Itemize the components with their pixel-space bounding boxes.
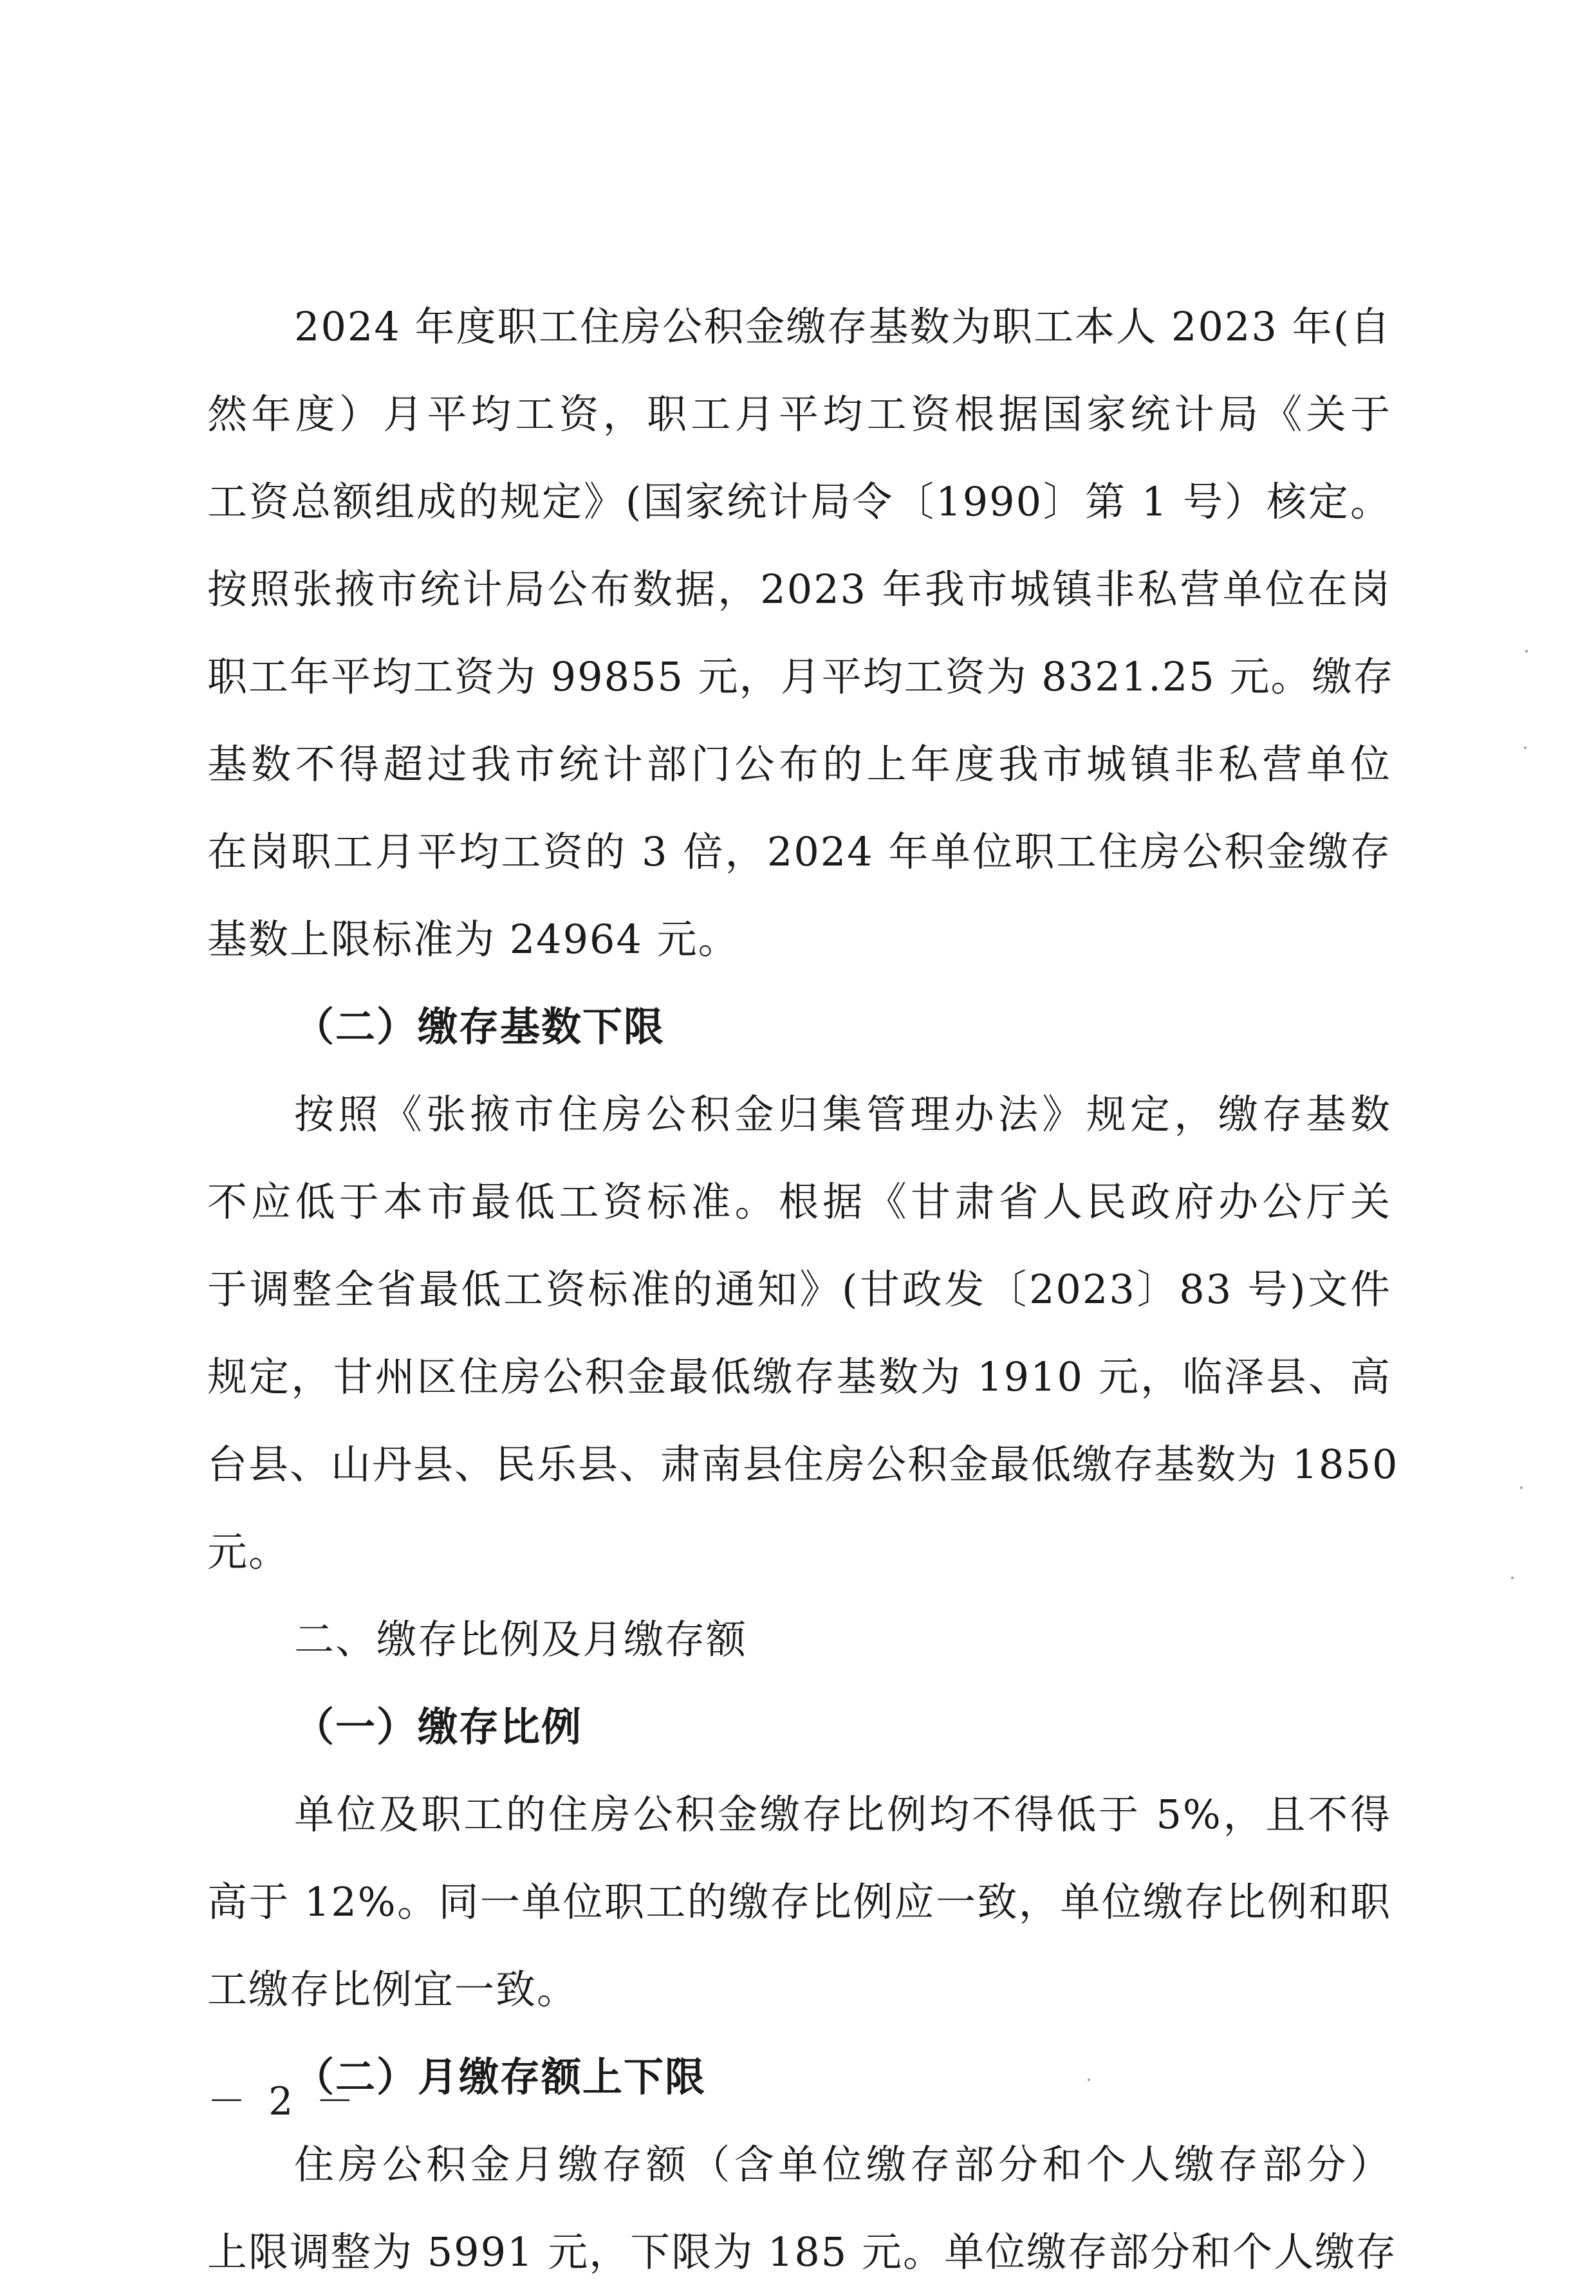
chapter-heading: 二、缴存比例及月缴存额 [294,1616,748,1663]
paragraph-line: 基数上限标准为 24964 元。 [207,916,739,963]
section-heading: （二）月缴存额上下限 [294,2053,707,2100]
paragraph-line: 在岗职工月平均工资的 3 倍，2024 年单位职工住房公积金缴存 [207,828,1391,875]
paragraph-line: 然年度）月平均工资，职工月平均工资根据国家统计局《关于 [207,391,1391,438]
paragraph-line: 于调整全省最低工资标准的通知》(甘政发〔2023〕83 号)文件 [207,1266,1391,1313]
scan-speck [1511,1577,1514,1579]
paragraph-line: 规定，甘州区住房公积金最低缴存基数为 1910 元，临泽县、高 [207,1353,1391,1400]
paragraph-line: 2024 年度职工住房公积金缴存基数为职工本人 2023 年(自 [294,303,1391,350]
paragraph-line: 元。 [207,1528,290,1575]
paragraph-line: 按照张掖市统计局公布数据，2023 年我市城镇非私营单位在岗 [207,566,1391,613]
paragraph-line: 职工年平均工资为 99855 元，月平均工资为 8321.25 元。缴存 [207,653,1395,700]
paragraph-line: 住房公积金月缴存额（含单位缴存部分和个人缴存部分） [294,2141,1391,2188]
scan-speck [1520,1486,1523,1489]
paragraph-line: 高于 12%。同一单位职工的缴存比例应一致，单位缴存比例和职 [207,1878,1391,1925]
paragraph-line: 工资总额组成的规定》(国家统计局令〔1990〕第 1 号）核定。 [207,478,1391,525]
paragraph-line: 工缴存比例宜一致。 [207,1966,579,2013]
scan-speck [1088,2078,1090,2081]
paragraph-line: 上限调整为 5991 元，下限为 185 元。单位缴存部分和个人缴存 [207,2228,1397,2275]
paragraph-line: 基数不得超过我市统计部门公布的上年度我市城镇非私营单位 [207,741,1391,788]
section-heading: （二）缴存基数下限 [294,1003,665,1050]
paragraph-line: 不应低于本市最低工资标准。根据《甘肃省人民政府办公厅关 [207,1178,1391,1225]
scan-speck [1525,650,1528,653]
paragraph-line: 台县、山丹县、民乐县、肃南县住房公积金最低缴存基数为 1850 [207,1441,1399,1488]
scan-speck [1524,746,1526,749]
section-heading: （一）缴存比例 [294,1703,583,1750]
document-body [207,283,1399,2296]
page-number: － 2 － [207,2079,360,2124]
paragraph-line: 按照《张掖市住房公积金归集管理办法》规定，缴存基数 [294,1091,1391,1138]
paragraph-line: 单位及职工的住房公积金缴存比例均不得低于 5%，且不得 [294,1791,1391,1838]
